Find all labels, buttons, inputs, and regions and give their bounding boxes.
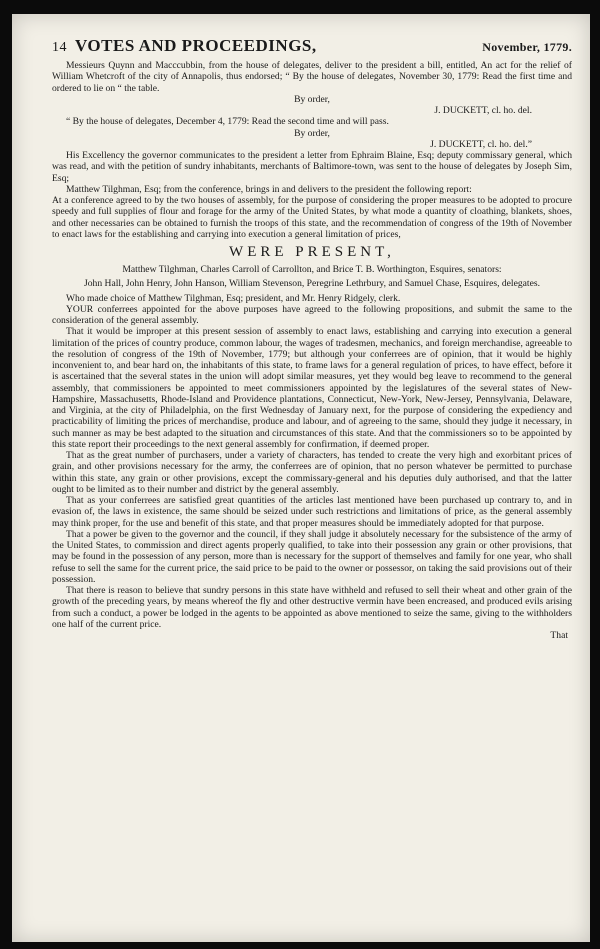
paragraph-bill-delivery: Messieurs Quynn and Macccubbin, from the house of delegates, deliver to the president a bill, entitled, An act for the relief of William Whetcroft of the city of Annapolis, thus endorsed; “ By the house of delegates, November 30, 1779: Read the first time and ordered to lie on “ the table. (52, 60, 572, 94)
paragraph-purchasers: That as the great number of purchasers, under a variety of characters, has tended to create the very high and exorbitant prices of grain, and other provisions necessary for the army, the conferrees are of opinion, that no person whatever be permitted to purchase within this state, any grain or other provisions, except the commissary-general and his deputies duly authorised, and that the latter ought to be limited as to their number and district by the general assembly. (52, 450, 572, 495)
heading-were-present: WERE PRESENT, (229, 244, 395, 260)
paragraph-price-limitation: That it would be improper at this present session of assembly to enact laws, establishing and carrying into execution a general limitation of the prices of country produce, common labour, the wages of tradesmen, mechanics, and foreign merchandise, agreeable to the resolution of congress of the 19th of November, 1779; but although your conferrees are of opinion, that it would be highly inconvenient to, and bear hard on, the inhabitants of this state, to frame laws for a general regulation of prices, to have effect, before it is ascertained that the several states in the union will adopt similar measures, yet they would beg leave to recommend to the general assembly, that commissioners be appointed to meet commissioners appointed by the legislatures of the several states of New-Hampshire, Massachusetts, Rhode-Island and Providence plantations, Connecticut, New-York, New-Jersey, Pennsylvania, Delaware, and Virginia, at the city of Philadelphia, on the first Wednesday of January next, for the purpose of considering the expediency and practicability of limiting the prices of merchandise, produce and labour, and of agreeing to the same, should they judge it necessary, in such manner as may be best adapted to the situation and circumstances of this state. And that the commissioners so to be appointed by this state report their proceedings to the next general assembly for confirmation, if deemed proper. (52, 326, 572, 450)
document-page (12, 14, 590, 942)
page-number: 14 (52, 40, 67, 55)
paragraph-governor-letter: His Excellency the governor communicates to the president a letter from Ephraim Blaine, Esq; deputy commissary general, which was read, and with the petition of sundry inhabitants, merchants of Baltimore-town, was sent to the house of delegates by Joseph Sim, Esq; (52, 150, 572, 184)
running-header (52, 36, 572, 58)
list-delegates: John Hall, John Henry, John Hanson, William Stevenson, Peregrine Lethrbury, and Samuel Chase, Esquires, delegates. (84, 278, 540, 290)
signature-clerk-2: J. DUCKETT, cl. ho. del.” (430, 138, 532, 150)
signature-clerk-1: J. DUCKETT, cl. ho. del. (434, 105, 532, 116)
page-text (52, 36, 572, 641)
paragraph-choice-of-president: Who made choice of Matthew Tilghman, Esq; president, and Mr. Henry Ridgely, clerk. (66, 292, 401, 304)
paragraph-governor-power: That a power be given to the governor and the council, if they shall judge it absolutely necessary for the subsistence of the army of the United States, to commission and direct agents properly qualified, to take into their possession any grain or other provisions, that may be found in the possession of any person, more than is necessary for the support of themselves and family for one year, who shall refuse to sell the same for the current price, the said price to be paid to the owner or possessor, on taking the said provisions out of their possession. (52, 528, 572, 585)
paragraph-propositions-intro: YOUR conferrees appointed for the above purposes have agreed to the following propositions, and submit the same to the consideration of the general assembly. (52, 303, 572, 326)
signature-by-order-1: By order, (294, 93, 330, 105)
paragraph-second-reading: “ By the house of delegates, December 4, 1779: Read the second time and will pass. (66, 116, 389, 128)
running-date: November, 1779. (482, 40, 572, 54)
running-title: VOTES AND PROCEEDINGS, (75, 36, 317, 55)
signature-by-order-2: By order, (294, 127, 330, 139)
catchword: That (550, 630, 568, 641)
paragraph-withheld-grain: That there is reason to believe that sundry persons in this state have withheld and refused to sell their wheat and other grain of the growth of the preceding years, by means whereof the fly and other destructive vermin have been encreased, and produced evils arising from such a conduct, a power be lodged in the agents to be appointed as above mentioned to seize the same, giving to the withholders one half of the current price. (52, 585, 572, 630)
list-senators: Matthew Tilghman, Charles Carroll of Carrollton, and Brice T. B. Worthington, Esquires, senators: (122, 264, 502, 275)
paragraph-conference-report: Matthew Tilghman, Esq; from the conference, brings in and delivers to the president the following report: (66, 183, 472, 195)
paragraph-seizure: That as your conferrees are satisfied great quantities of the articles last mentioned have been purchased up contrary to, and in evasion of, the laws in existence, the same should be seized under such restrictions and limitations of price, as the general assembly may think proper, for the use and benefit of this state, and that proper measures should be immediately adopted for that purpose. (52, 495, 572, 529)
paragraph-conference-purpose: At a conference agreed to by the two houses of assembly, for the purpose of considering the proper measures to be adopted to procure speedy and full supplies of flour and forage for the army of the United States, by what mode a quantity of cloathing, blankets, shoes, and other necessaries can be obtained to furnish the troops of this state, and the recommendation of congress of the 19th of November to enact laws for the establishing and carrying into execution a general limitation of prices, (52, 195, 572, 240)
